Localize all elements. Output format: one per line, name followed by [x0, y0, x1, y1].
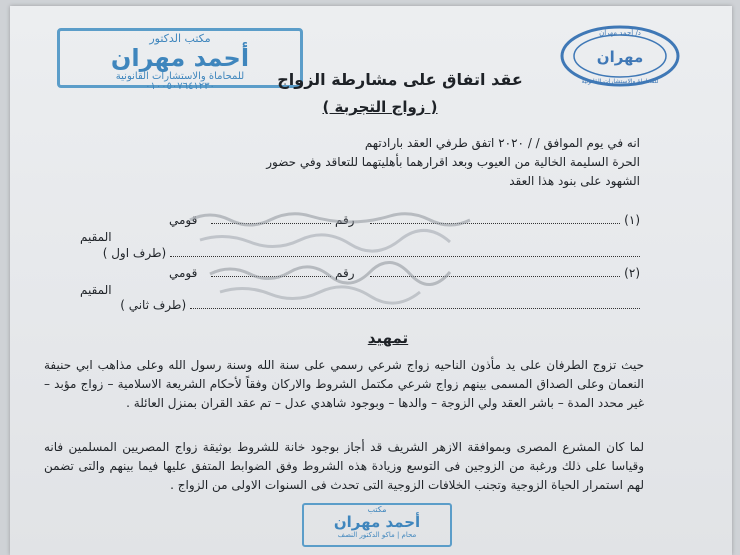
preamble-paragraph-2: لما كان المشرع المصرى وبموافقة الازهر الشريف قد أجاز بوجود خانة للشروط بوثيقة زواج المصريين المسلمين فانه وقياسا على ذلك ورغبة من الزوجين فى التوسع وزيادة هذه الشروط وفق الضوابط المتفق عليها فيما بينهم والتى تضمن لهم استمرار الحياة الزوجية وتجنب الخلافات الزوجية التى تحدث فى السنوات الاولى من الزواج .: [44, 440, 644, 492]
preamble-title: تمهيد: [367, 329, 409, 347]
stamp-office-line: مكتب الدكتور: [149, 32, 211, 45]
seal-center-text: مهران: [596, 48, 644, 66]
document-subtitle: ( زواج التجربة ): [322, 98, 438, 116]
document-title: عقد اتفاق على مشارطة الزواج: [277, 70, 523, 89]
document-page: [10, 6, 732, 555]
preamble-paragraph-1: حيث تزوج الطرفان على يد مأذون الناحيه زواج شرعي رسمي على سنة الله وسنة رسول الله وعلى مذاهب ابي حنيفة النعمان وعلى الصداق المسمى بينهم زواج شرعي مكتمل الشروط والاركان وفقاً لأحكام الشريعة الاسلامية – زواج مؤبد – غير محدد المدة – باشر العقد ولي الزوجة – والدها – وبوجود شاهدي عدل – تم عقد القران بمنزل العائلة .: [44, 358, 644, 410]
party-2-national-label: قومي: [168, 266, 198, 280]
intro-line-3: الشهود على بنود هذا العقد: [509, 174, 640, 188]
intro-line-1: انه في يوم الموافق / / ٢٠٢٠ اتفق طرفي العقد بارادتهم: [364, 136, 640, 150]
intro-paragraph: [80, 134, 640, 191]
party-1-number: (١): [624, 213, 640, 227]
party-1-id-label: رقم: [334, 213, 355, 227]
party-2-role: (طرف ثاني ): [120, 298, 187, 312]
stamp-specialty: للمحاماة والاستشارات القانونية: [115, 71, 245, 82]
party-2-number: (٢): [624, 266, 640, 280]
bottom-stamp-line3: محام | ماكو الدكتور النصف: [337, 531, 417, 539]
stamp-name: أحمد مهران: [110, 44, 250, 72]
party-2-id-label: رقم: [334, 266, 355, 280]
seal-bottom-text: للمحاماة والاستشارات القانونية: [581, 78, 659, 85]
seal-top-text: د/ أحمد مهران: [599, 29, 641, 37]
bottom-stamp-line1: مكتب: [367, 505, 387, 514]
intro-line-2: الحرة السليمة الخالية من العيوب وبعد اقرارهما بأهليتهما للتعاقد وفي حضور: [266, 155, 640, 169]
oval-seal: [558, 24, 682, 88]
redacted-handwriting: [180, 206, 580, 316]
stamp-phone: ٠١٠٠٥٠٧٦٤١٢٣٠: [145, 81, 215, 92]
party-1-residence-label: المقيم: [80, 230, 112, 244]
bottom-stamp: [302, 503, 452, 547]
party-1-national-label: قومي: [168, 213, 198, 227]
party-2-residence-label: المقيم: [80, 283, 112, 297]
bottom-stamp-name: أحمد مهران: [333, 513, 421, 531]
party-1-role: (طرف اول ): [102, 246, 167, 260]
